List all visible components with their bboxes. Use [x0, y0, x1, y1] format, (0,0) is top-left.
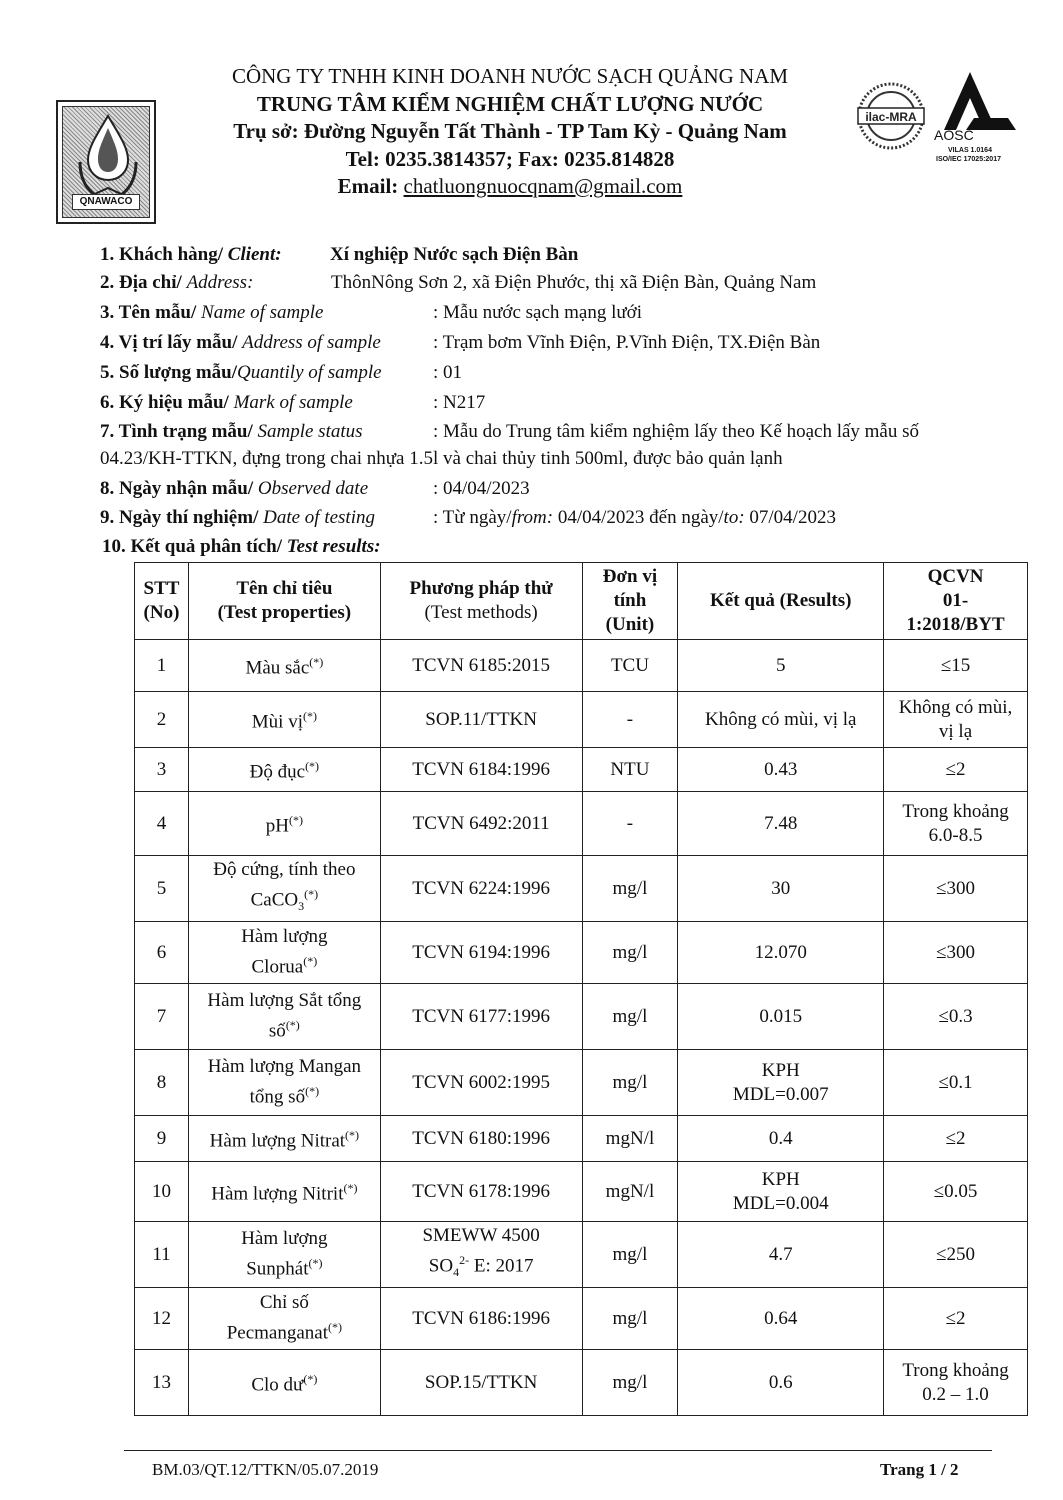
cell-unit: NTU [582, 748, 678, 792]
form-code: BM.03/QT.12/TTKN/05.07.2019 [152, 1460, 379, 1479]
ilac-text: ilac-MRA [865, 110, 917, 124]
cell-test-method: TCVN 6185:2015 [380, 640, 582, 692]
cell-qcvn-limit: ≤15 [884, 640, 1028, 692]
cell-unit: mg/l [582, 1288, 678, 1350]
cell-test-property: Màu sắc(*) [188, 640, 380, 692]
test-results-heading [102, 534, 381, 560]
cell-test-property: Hàm lượng Mangan tổng số(*) [188, 1050, 380, 1116]
accredited-mark: (*) [308, 1256, 323, 1271]
cell-unit: mg/l [582, 984, 678, 1050]
observed-date-label-en: Observed date [257, 478, 369, 499]
table-row [135, 748, 1028, 792]
cell-test-property: Hàm lượng Nitrit(*) [188, 1162, 380, 1222]
cell-test-method: TCVN 6180:1996 [380, 1116, 582, 1162]
testing-date-label: 9. Ngày thí nghiệm/ [100, 507, 264, 528]
table-row [135, 856, 1028, 922]
table-row [135, 792, 1028, 856]
cell-test-property: Chỉ số Pecmanganat(*) [188, 1288, 380, 1350]
cell-no: 11 [135, 1222, 189, 1288]
cell-no: 13 [135, 1350, 189, 1416]
company-logo [56, 100, 156, 224]
cell-test-property: Mùi vị(*) [188, 692, 380, 748]
cell-result: KPH MDL=0.004 [678, 1162, 884, 1222]
table-row [135, 1116, 1028, 1162]
testing-date-value: : Từ ngày/from: 04/04/2023 đến ngày/to: 07/04/2023 [433, 507, 836, 528]
table-header-row [135, 563, 1028, 640]
cell-test-method: TCVN 6177:1996 [380, 984, 582, 1050]
accredited-mark: (*) [309, 655, 324, 670]
cell-test-method: SOP.11/TTKN [380, 692, 582, 748]
sample-mark-label-en: Mark of sample [233, 392, 353, 413]
accredited-mark: (*) [304, 887, 319, 902]
cell-qcvn-limit: ≤2 [884, 1116, 1028, 1162]
cell-no: 12 [135, 1288, 189, 1350]
cell-test-property: Độ đục(*) [188, 748, 380, 792]
header-qcvn: QCVN 01- 1:2018/BYT [884, 563, 1028, 640]
header-unit: Đơn vị tính (Unit) [582, 563, 678, 640]
cell-qcvn-limit: ≤250 [884, 1222, 1028, 1288]
contact-email [160, 174, 860, 199]
aosc-text: AOSC [934, 127, 974, 143]
client-line [100, 242, 579, 268]
cell-unit: mg/l [582, 1050, 678, 1116]
cell-test-property: Hàm lượng Sunphát(*) [188, 1222, 380, 1288]
table-row [135, 1162, 1028, 1222]
sample-name-line [100, 300, 643, 326]
cell-qcvn-limit: ≤0.3 [884, 984, 1028, 1050]
client-value: Xí nghiệp Nước sạch Điện Bàn [330, 244, 579, 265]
accredited-mark: (*) [303, 954, 318, 969]
accredited-mark: (*) [285, 1018, 300, 1033]
cell-test-property: Clo dư(*) [188, 1350, 380, 1416]
sample-quantity-value: : 01 [433, 362, 463, 383]
cell-no: 1 [135, 640, 189, 692]
header-test-methods: Phương pháp thử (Test methods) [380, 563, 582, 640]
sample-mark-label: 6. Ký hiệu mẫu/ [100, 392, 234, 413]
accredited-mark: (*) [302, 709, 317, 724]
test-results-label: 10. Kết quả phân tích/ [102, 536, 287, 557]
table-row [135, 1050, 1028, 1116]
cell-qcvn-limit: ≤2 [884, 1288, 1028, 1350]
cell-result: 5 [678, 640, 884, 692]
cell-test-method: SOP.15/TTKN [380, 1350, 582, 1416]
client-label: 1. Khách hàng/ [100, 244, 228, 265]
address-line [100, 270, 817, 296]
ilac-mra-logo [852, 78, 930, 162]
sample-location-line [100, 330, 821, 356]
cell-test-method: TCVN 6194:1996 [380, 922, 582, 984]
sample-status-label-en: Sample status [257, 421, 363, 442]
observed-date-line [100, 476, 530, 502]
cell-test-property: Hàm lượng Clorua(*) [188, 922, 380, 984]
cell-result: 0.4 [678, 1116, 884, 1162]
cell-result: 7.48 [678, 792, 884, 856]
cell-test-property: Hàm lượng Sắt tổng số(*) [188, 984, 380, 1050]
address-label-en: Address: [186, 272, 254, 293]
cell-no: 3 [135, 748, 189, 792]
cell-no: 6 [135, 922, 189, 984]
accredited-mark: (*) [305, 1084, 320, 1099]
page-number: Trang 1 / 2 [880, 1460, 959, 1479]
sample-mark-value: : N217 [433, 392, 486, 413]
head-office-address: Trụ sở: Đường Nguyễn Tất Thành - TP Tam Kỳ - Quảng Nam [233, 119, 787, 143]
cell-result: 0.64 [678, 1288, 884, 1350]
cell-unit: TCU [582, 640, 678, 692]
cell-no: 2 [135, 692, 189, 748]
cell-qcvn-limit: Trong khoảng 0.2 – 1.0 [884, 1350, 1028, 1416]
accredited-mark: (*) [288, 813, 303, 828]
cell-qcvn-limit: ≤300 [884, 922, 1028, 984]
accredited-mark: (*) [305, 759, 320, 774]
sample-mark-line [100, 390, 486, 416]
cell-qcvn-limit: ≤0.1 [884, 1050, 1028, 1116]
cell-no: 8 [135, 1050, 189, 1116]
header-results: Kết quả (Results) [678, 563, 884, 640]
cell-result: 0.015 [678, 984, 884, 1050]
cell-result: 0.6 [678, 1350, 884, 1416]
observed-date-value: : 04/04/2023 [433, 478, 530, 499]
contact-phone: Tel: 0235.3814357; Fax: 0235.814828 [345, 147, 675, 171]
sample-status-value: : Mẫu do Trung tâm kiểm nghiệm lấy theo Kế hoạch lấy mẫu số [433, 421, 920, 442]
vilas-text: VILAS 1.0164 [948, 147, 992, 154]
cell-unit: - [582, 792, 678, 856]
cell-result: 30 [678, 856, 884, 922]
email-link[interactable]: chatluongnuocqnam@gmail.com [403, 174, 683, 198]
cell-unit: mg/l [582, 922, 678, 984]
cell-unit: mg/l [582, 856, 678, 922]
company-name: CÔNG TY TNHH KINH DOANH NƯỚC SẠCH QUẢNG NAM [231, 64, 789, 88]
sample-status-line [100, 419, 920, 445]
cell-no: 10 [135, 1162, 189, 1222]
table-row [135, 640, 1028, 692]
table-row [135, 1350, 1028, 1416]
cell-test-property: pH(*) [188, 792, 380, 856]
sample-name-value: : Mẫu nước sạch mạng lưới [433, 302, 643, 323]
sample-location-value: : Trạm bơm Vĩnh Điện, P.Vĩnh Điện, TX.Điện Bàn [433, 332, 821, 353]
footer-divider [124, 1450, 992, 1451]
logo-text: QNAWACO [72, 194, 140, 210]
accredited-mark: (*) [328, 1320, 343, 1335]
cell-no: 7 [135, 984, 189, 1050]
cell-unit: mgN/l [582, 1116, 678, 1162]
testing-date-line [100, 505, 836, 531]
address-value: ThônNông Sơn 2, xã Điện Phước, thị xã Điện Bàn, Quảng Nam [331, 272, 817, 293]
test-results-label-en: Test results: [286, 536, 381, 557]
cell-result: Không có mùi, vị lạ [678, 692, 884, 748]
cell-test-method: SMEWW 4500 $SO_4^{2-}$ E: 2017 [380, 1222, 582, 1288]
cell-no: 4 [135, 792, 189, 856]
sample-status-label: 7. Tình trạng mẫu/ [100, 421, 258, 442]
cell-unit: - [582, 692, 678, 748]
cell-qcvn-limit: Trong khoảng 6.0-8.5 [884, 792, 1028, 856]
sample-quantity-line [100, 360, 463, 386]
sample-quantity-label-en: Quantily of sample [237, 362, 382, 383]
cell-qcvn-limit: ≤300 [884, 856, 1028, 922]
cell-qcvn-limit: Không có mùi, vị lạ [884, 692, 1028, 748]
testing-date-label-en: Date of testing [263, 507, 375, 528]
email-label: Email: [337, 174, 404, 198]
cell-test-method: TCVN 6224:1996 [380, 856, 582, 922]
results-table [134, 562, 1028, 1416]
cell-qcvn-limit: ≤2 [884, 748, 1028, 792]
aosc-logo [930, 68, 1022, 166]
cell-test-method: TCVN 6492:2011 [380, 792, 582, 856]
cell-result: 4.7 [678, 1222, 884, 1288]
header-stt: STT (No) [135, 563, 189, 640]
iso-text: ISO/IEC 17025:2017 [936, 156, 1001, 163]
client-label-en: Client: [227, 244, 282, 265]
cell-result: 0.43 [678, 748, 884, 792]
cell-unit: mg/l [582, 1350, 678, 1416]
observed-date-label: 8. Ngày nhận mẫu/ [100, 478, 258, 499]
table-row [135, 1222, 1028, 1288]
address-label: 2. Địa chỉ/ [100, 272, 187, 293]
header-test-properties: Tên chỉ tiêu (Test properties) [188, 563, 380, 640]
accredited-mark: (*) [303, 1372, 318, 1387]
cell-test-method: TCVN 6002:1995 [380, 1050, 582, 1116]
cell-test-method: TCVN 6184:1996 [380, 748, 582, 792]
table-row [135, 692, 1028, 748]
cell-unit: mgN/l [582, 1162, 678, 1222]
sample-status-line-2: 04.23/KH-TTKN, đựng trong chai nhựa 1.5l và chai thủy tinh 500ml, được bảo quản lạnh [100, 448, 783, 469]
cell-unit: mg/l [582, 1222, 678, 1288]
cell-test-property: Hàm lượng Nitrat(*) [188, 1116, 380, 1162]
sample-location-label-en: Address of sample [242, 332, 381, 353]
cell-result: 12.070 [678, 922, 884, 984]
cell-no: 9 [135, 1116, 189, 1162]
sample-quantity-label: 5. Số lượng mẫu/ [100, 362, 238, 383]
table-row [135, 1288, 1028, 1350]
table-row [135, 984, 1028, 1050]
cell-test-method: TCVN 6186:1996 [380, 1288, 582, 1350]
sample-name-label: 3. Tên mẫu/ [100, 302, 202, 323]
cell-test-method: TCVN 6178:1996 [380, 1162, 582, 1222]
sample-location-label: 4. Vị trí lấy mẫu/ [100, 332, 243, 353]
accredited-mark: (*) [345, 1128, 360, 1143]
sample-name-label-en: Name of sample [201, 302, 324, 323]
cell-test-property: Độ cứng, tính theo CaCO$_3$(*) [188, 856, 380, 922]
center-name: TRUNG TÂM KIỂM NGHIỆM CHẤT LƯỢNG NƯỚC [256, 92, 764, 116]
table-body [135, 640, 1028, 1416]
cell-no: 5 [135, 856, 189, 922]
cell-result: KPH MDL=0.007 [678, 1050, 884, 1116]
table-row [135, 922, 1028, 984]
cell-qcvn-limit: ≤0.05 [884, 1162, 1028, 1222]
accredited-mark: (*) [343, 1181, 358, 1196]
